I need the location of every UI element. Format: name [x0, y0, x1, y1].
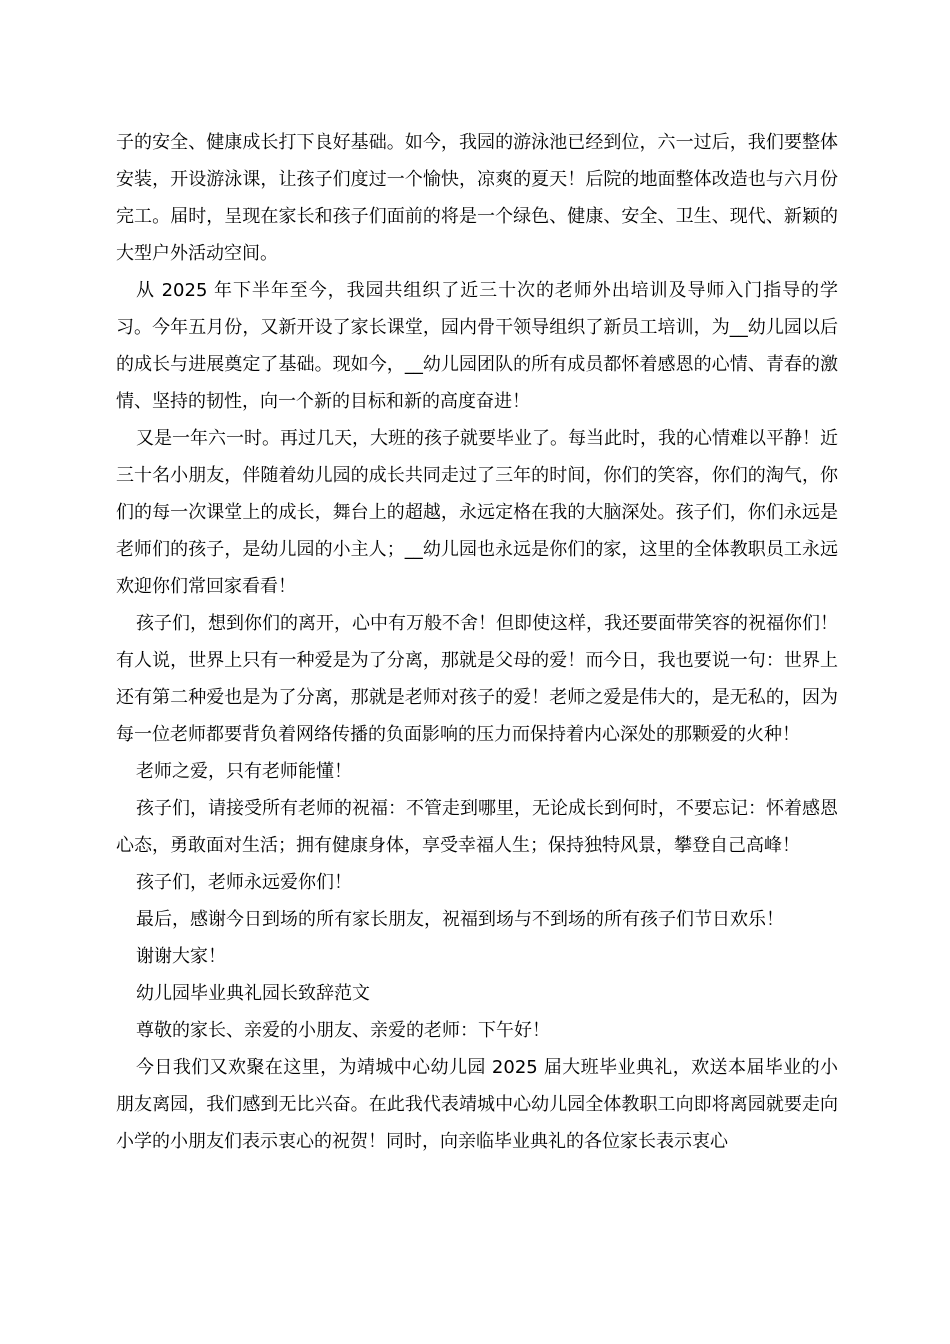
paragraph-7: 孩子们，老师永远爱你们！ — [136, 872, 352, 893]
paragraph-1: 子的安全、健康成长打下良好基础。如今，我园的游泳池已经到位，六一过后，我们要整体安装，开设游泳课，让孩子们度过一个愉快，凉爽的夏天！后院的地面整体改造也与六月份完工。届时，呈现在家长和孩子们面前的将是一个绿色、健康、安全、卫生、现代、新颖的大型户外活动空间。 — [116, 132, 838, 264]
paragraph-4: 孩子们，想到你们的离开，心中有万般不舍！但即使这样，我还要面带笑容的祝福你们！有人说，世界上只有一种爱是为了分离，那就是父母的爱！而今日，我也要说一句：世界上还有第二种爱也是为了分离，那就是老师对孩子的爱！老师之爱是伟大的，是无私的，因为每一位老师都要背负着网络传播的负面影响的压力而保持着内心深处的那颗爱的火种！ — [116, 613, 838, 745]
paragraph-8: 最后，感谢今日到场的所有家长朋友，祝福到场与不到场的所有孩子们节日欢乐！ — [136, 909, 784, 930]
paragraph-6: 孩子们，请接受所有老师的祝福：不管走到哪里，无论成长到何时，不要忘记：怀着感恩心态，勇敢面对生活；拥有健康身体，享受幸福人生；保持独特风景，攀登自己高峰！ — [116, 798, 838, 856]
section-title: 幼儿园毕业典礼园长致辞范文 — [136, 983, 370, 1004]
paragraph-2: 从 2025 年下半年至今，我园共组织了近三十次的老师外出培训及导师入门指导的学习。今年五月份，又新开设了家长课堂，园内骨干领导组织了新员工培训，为__幼儿园以后的成长与进展奠定了基础。现如今，__幼儿园团队的所有成员都怀着感恩的心情、青春的激情、坚持的韧性，向一个新的目标和新的高度奋进！ — [116, 280, 838, 412]
paragraph-9: 谢谢大家！ — [136, 946, 226, 967]
paragraph-3: 又是一年六一时。再过几天，大班的孩子就要毕业了。每当此时，我的心情难以平静！近三十名小朋友，伴随着幼儿园的成长共同走过了三年的时间，你们的笑容，你们的淘气，你们的每一次课堂上的成长，舞台上的超越，永远定格在我的大脑深处。孩子们，你们永远是老师们的孩子，是幼儿园的小主人；__幼儿园也永远是你们的家，这里的全体教职员工永远欢迎你们常回家看看！ — [116, 428, 838, 597]
salutation: 尊敬的家长、亲爱的小朋友、亲爱的老师：下午好！ — [136, 1020, 550, 1041]
document-body — [116, 124, 838, 1160]
paragraph-12: 今日我们又欢聚在这里，为靖城中心幼儿园 2025 届大班毕业典礼，欢送本届毕业的小朋友离园，我们感到无比兴奋。在此我代表靖城中心幼儿园全体教职工向即将离园就要走向小学的小朋友们表示衷心的祝贺！同时，向亲临毕业典礼的各位家长表示衷心 — [116, 1057, 838, 1152]
paragraph-5: 老师之爱，只有老师能懂！ — [136, 761, 352, 782]
